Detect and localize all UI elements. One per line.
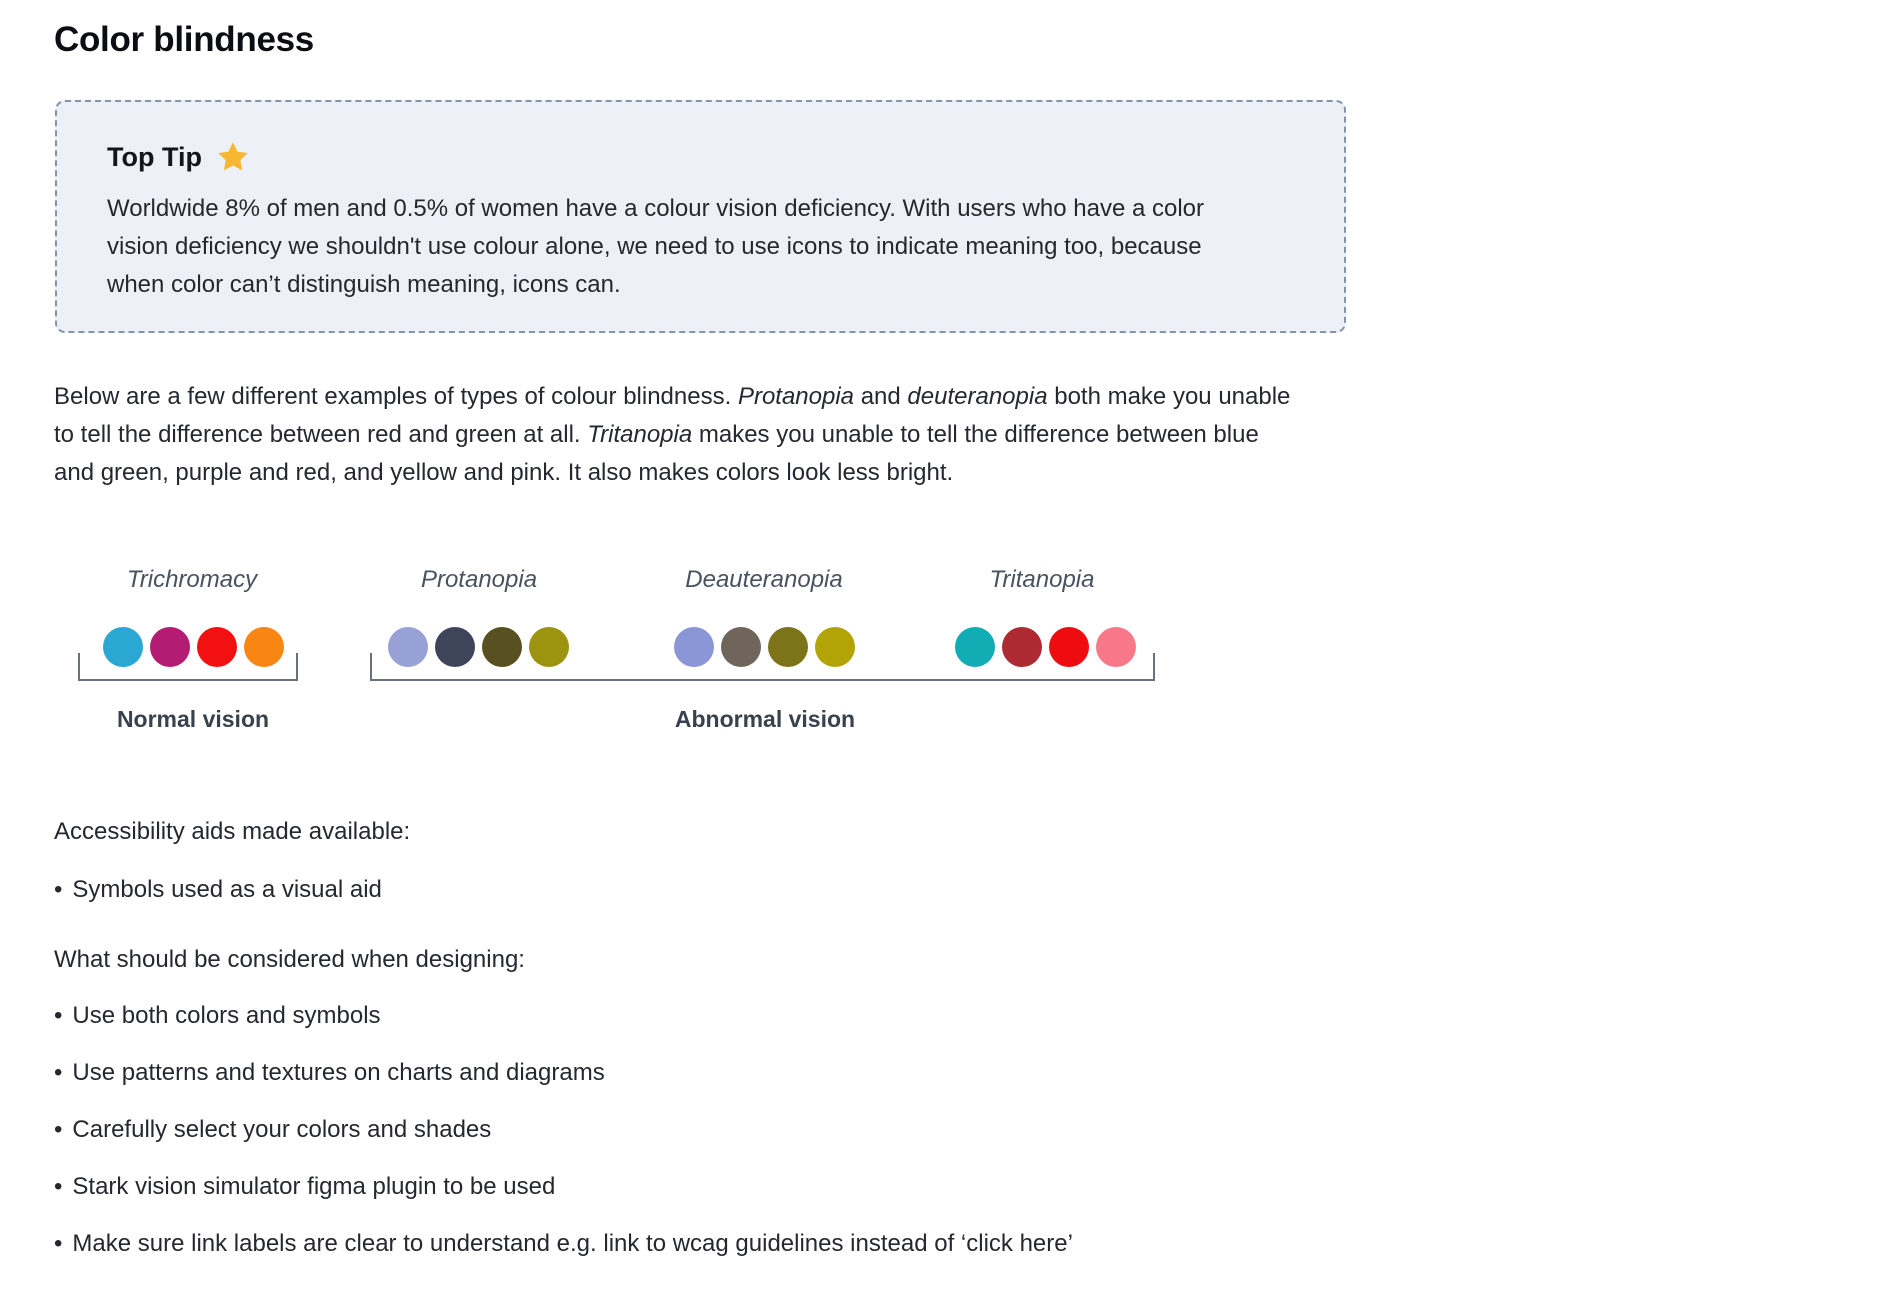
bullet-item	[54, 1002, 381, 1030]
bullet-glyph: •	[54, 876, 63, 903]
abnormal-vision-label: Abnormal vision	[674, 706, 856, 732]
bullet-glyph: •	[54, 1059, 63, 1086]
accessibility-aids-heading: Accessibility aids made available:	[54, 818, 411, 845]
swatch-group-label: Trichromacy	[126, 566, 258, 593]
bullet-glyph: •	[54, 1002, 63, 1029]
swatch-group-label: Protanopia	[420, 566, 538, 593]
accessibility-aids-section	[54, 818, 1454, 938]
intro-term-protanopia: Protanopia	[737, 383, 855, 410]
normal-vision-label: Normal vision	[116, 706, 270, 732]
bullet-text: Use both colors and symbols	[72, 1002, 381, 1029]
normal-vision-bracket	[78, 653, 298, 681]
bullet-item	[54, 1230, 1073, 1258]
top-tip-heading-row	[107, 140, 1294, 174]
bullet-text: Use patterns and textures on charts and diagrams	[72, 1059, 605, 1086]
star-icon	[216, 140, 250, 174]
intro-paragraph	[54, 378, 1294, 492]
bullet-text: Symbols used as a visual aid	[72, 876, 382, 903]
abnormal-vision-bracket	[370, 653, 1155, 681]
bullet-text: Carefully select your colors and shades	[72, 1116, 492, 1143]
intro-segment: and	[854, 383, 908, 410]
bullet-glyph: •	[54, 1173, 63, 1200]
intro-segment: both make you unable to tell the difference between red and green at all.	[54, 383, 1291, 448]
bullet-glyph: •	[54, 1230, 63, 1257]
design-considerations-section	[54, 946, 1554, 1276]
intro-term-deuteranopia: deuteranopia	[907, 383, 1048, 410]
bullet-text: Stark vision simulator figma plugin to be used	[72, 1173, 556, 1200]
page-title: Color blindness	[54, 20, 314, 59]
bullet-text: Make sure link labels are clear to understand e.g. link to wcag guidelines instead of ‘click here’	[72, 1230, 1073, 1257]
bullet-glyph: •	[54, 1116, 63, 1143]
intro-segment: makes you unable to tell the difference between blue and green, purple and red, and yellow and pink. It also makes colors look less bright.	[54, 421, 1259, 486]
design-considerations-heading: What should be considered when designing:	[54, 946, 525, 973]
intro-term-tritanopia: Tritanopia	[587, 421, 693, 448]
bullet-item	[54, 1173, 555, 1201]
top-tip-heading: Top Tip	[107, 141, 202, 172]
top-tip-callout	[55, 100, 1346, 333]
intro-segment: Below are a few different examples of types of colour blindness.	[54, 383, 738, 410]
bullet-item	[54, 876, 382, 904]
bullet-item	[54, 1116, 491, 1144]
swatch-group-label: Tritanopia	[989, 566, 1095, 593]
bullet-item	[54, 1059, 605, 1087]
top-tip-body: Worldwide 8% of men and 0.5% of women have a colour vision deficiency. With users who have a color vision deficiency we shouldn't use colour alone, we need to use icons to indicate meaning too, because when color can’t distinguish meaning, icons can.	[107, 195, 1204, 298]
swatch-group-label: Deauteranopia	[685, 566, 843, 593]
